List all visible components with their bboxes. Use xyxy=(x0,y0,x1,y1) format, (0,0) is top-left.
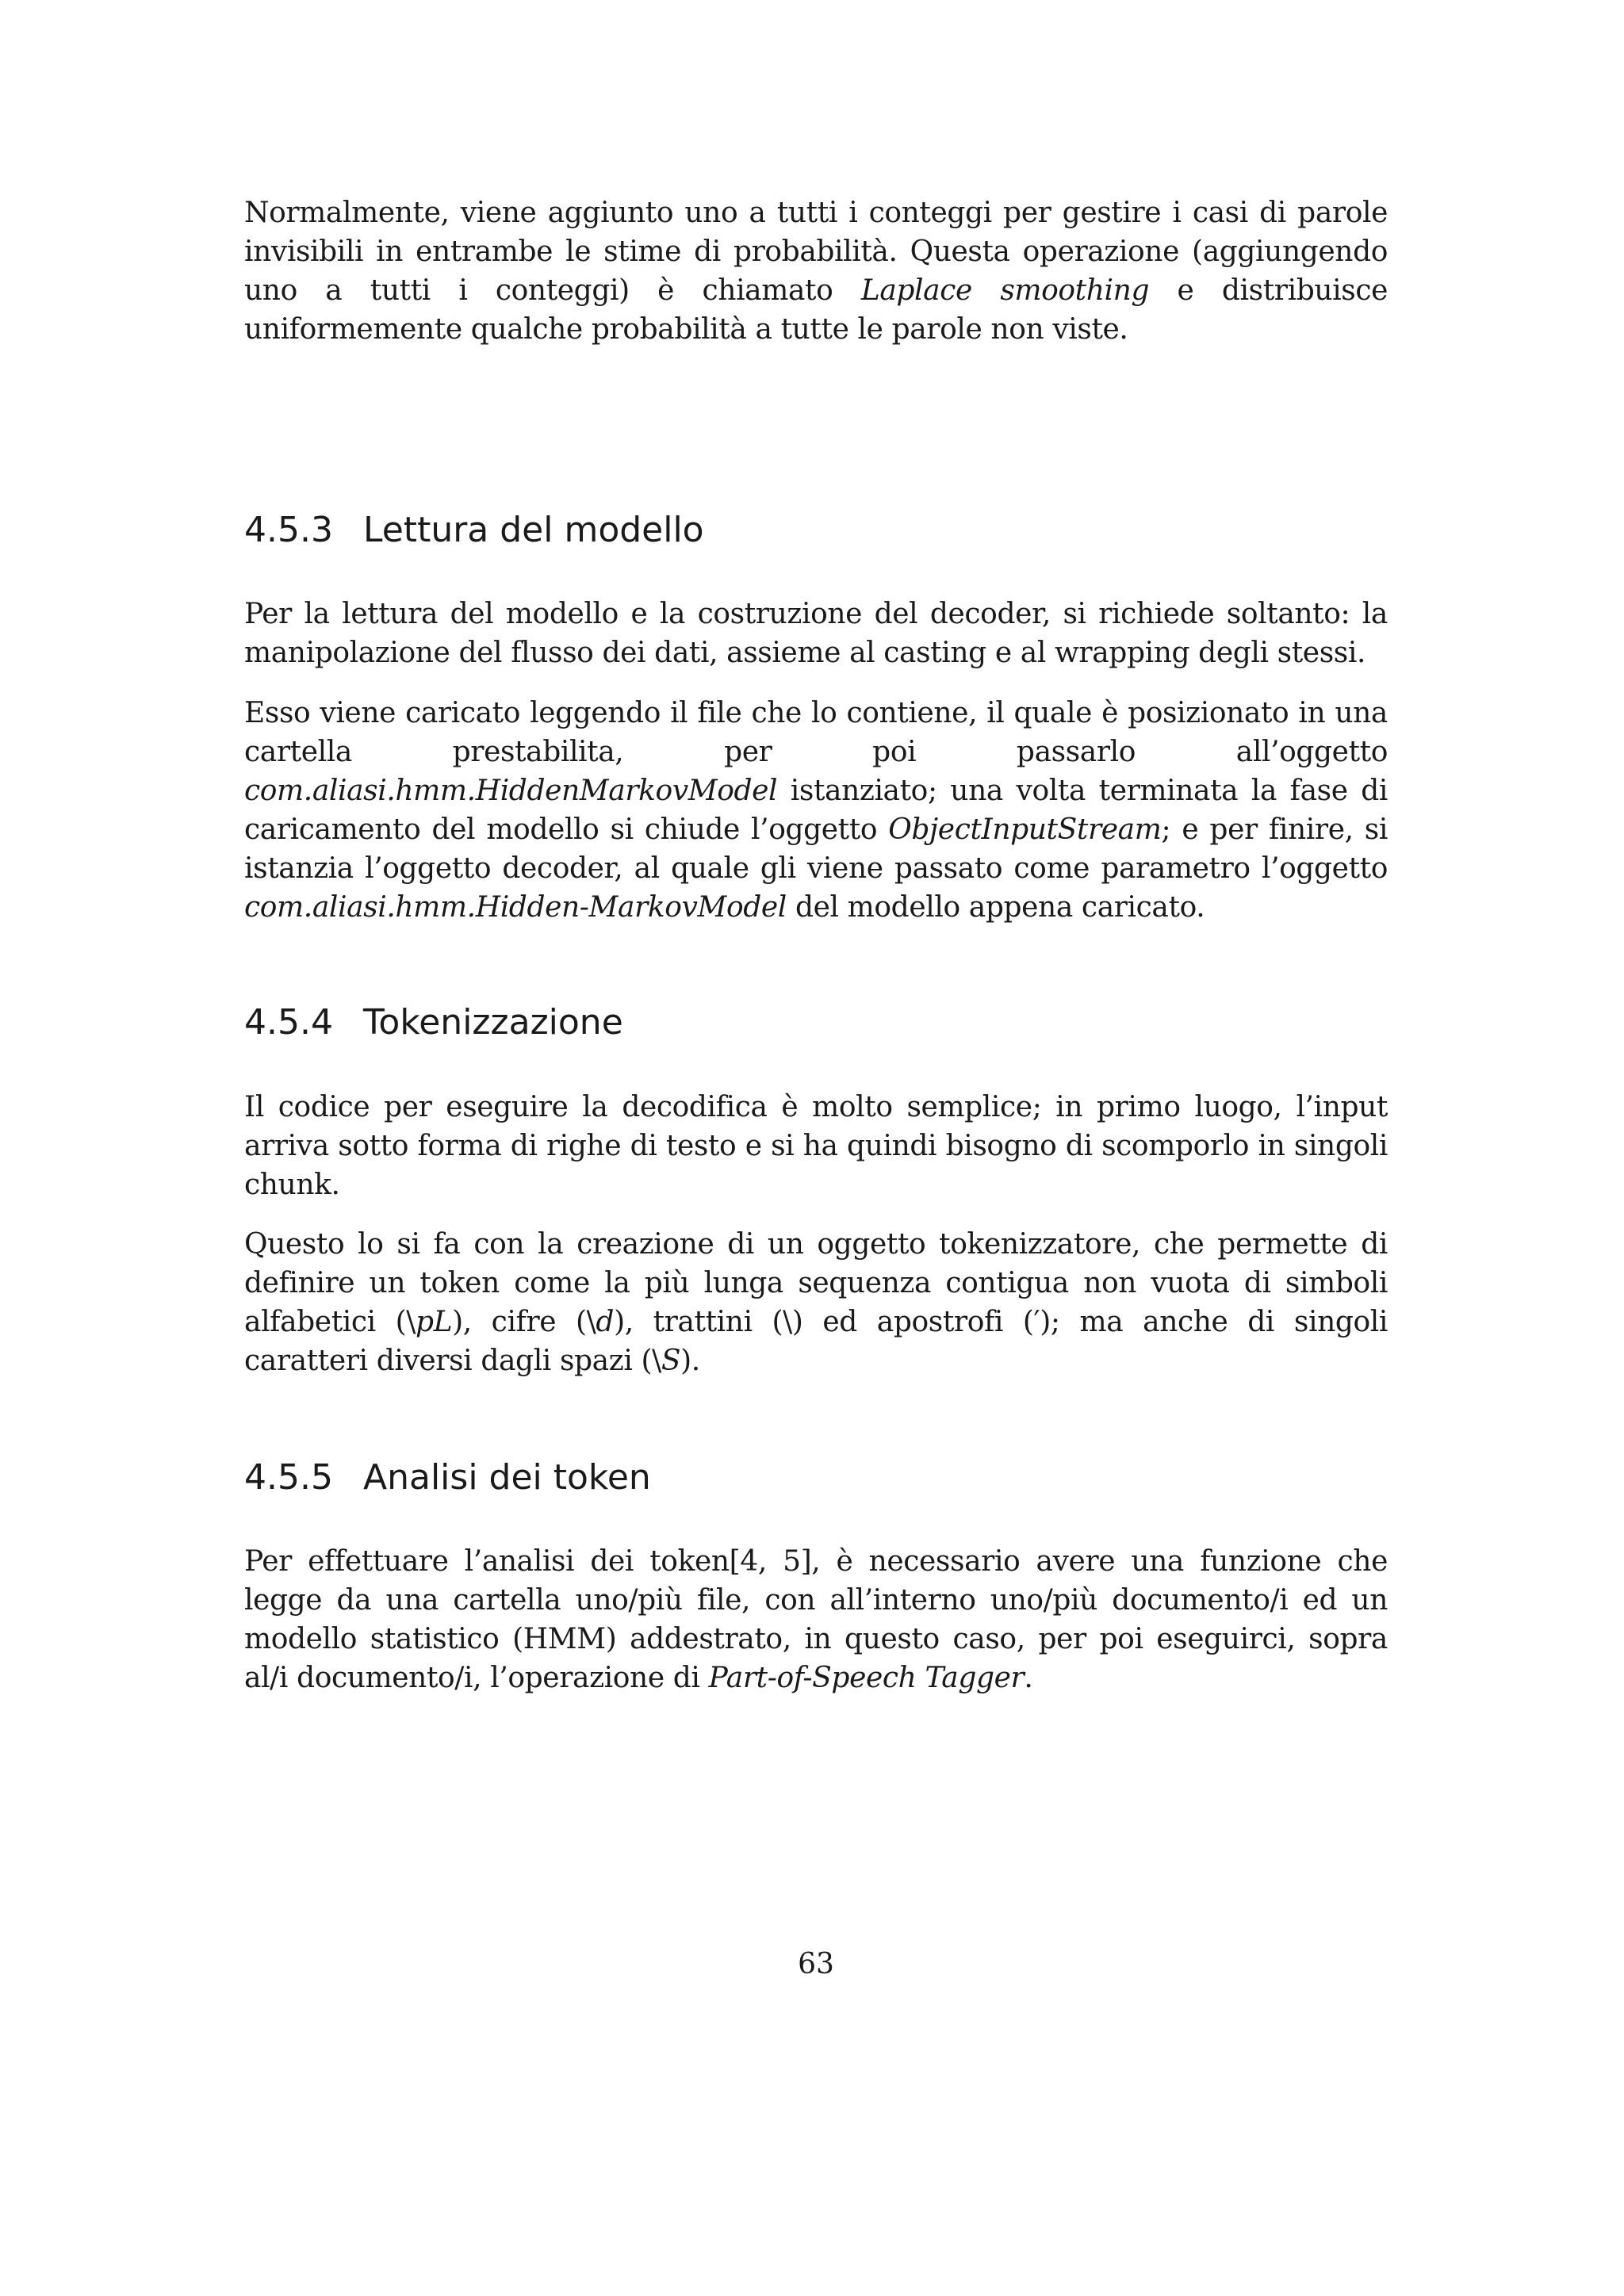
section-title: Lettura del modello xyxy=(363,510,704,550)
section-number: 4.5.4 xyxy=(244,1002,333,1043)
section-heading-454 xyxy=(244,1001,623,1045)
section-title: Analisi dei token xyxy=(363,1457,651,1498)
section-454-paragraph-1: Il codice per eseguire la decodifica è molto semplice; in primo luogo, l’input arriva sotto forma di righe di testo e si ha quindi bisogno di scomporlo in singoli chunk. xyxy=(244,1091,1388,1201)
section-heading-455 xyxy=(244,1456,651,1500)
section-number: 4.5.3 xyxy=(244,510,333,550)
pos-tagger-term: Part-of-Speech Tagger xyxy=(708,1662,1025,1694)
intro-paragraph: Normalmente, viene aggiunto uno a tutti i conteggi per gestire i casi di parole invisibili in entrambe le stime di probabilità. Questa operazione (aggiungendo uno a tutti i conteggi) è chiamato Laplace smoothing e distribuisce uniformemente qualche probabilità a tutte le parole non viste. xyxy=(244,197,1388,346)
page-number: 63 xyxy=(798,1948,834,1980)
section-454-paragraph-2: Questo lo si fa con la creazione di un oggetto tokenizzatore, che permette di definire un token come la più lunga sequenza contigua non vuota di simboli alfabetici (\pL), cifre (\d), trattini (\) ed apostrofi (′); ma anche di singoli caratteri diversi dagli spazi (\S). xyxy=(244,1228,1388,1377)
section-title: Tokenizzazione xyxy=(363,1002,623,1043)
class-name: com.aliasi.hmm.HiddenMarkovModel xyxy=(244,775,778,807)
section-heading-453 xyxy=(244,508,704,553)
class-name: ObjectInputStream xyxy=(888,813,1162,846)
document-page xyxy=(244,0,1388,2296)
section-453-paragraph-1: Per la lettura del modello e la costruzione del decoder, si richiede soltanto: la manipolazione del flusso dei dati, assieme al casting e al wrapping degli stessi. xyxy=(244,598,1388,669)
class-name: com.aliasi.hmm.Hidden-MarkovModel xyxy=(244,891,787,924)
section-number: 4.5.5 xyxy=(244,1457,333,1498)
section-455-paragraph-1: Per effettuare l’analisi dei token[4, 5], è necessario avere una funzione che legge da una cartella uno/più file, con all’interno uno/più documento/i ed un modello statistico (HMM) addestrato, in questo caso, per poi eseguirci, sopra al/i documento/i, l’operazione di Part-of-Speech Tagger. xyxy=(244,1545,1388,1694)
laplace-term: Laplace smoothing xyxy=(860,274,1150,307)
section-453-paragraph-2: Esso viene caricato leggendo il file che lo contiene, il quale è posizionato in una cartella prestabilita, per poi passarlo all’oggetto com.aliasi.hmm.HiddenMarkovModel istanziato; una volta terminata la fase di caricamento del modello si chiude l’oggetto ObjectInputStream; e per finire, si istanzia l’oggetto decoder, al quale gli viene passato come parametro l’oggetto com.aliasi.hmm.Hidden-MarkovModel del modello appena caricato. xyxy=(244,697,1388,924)
